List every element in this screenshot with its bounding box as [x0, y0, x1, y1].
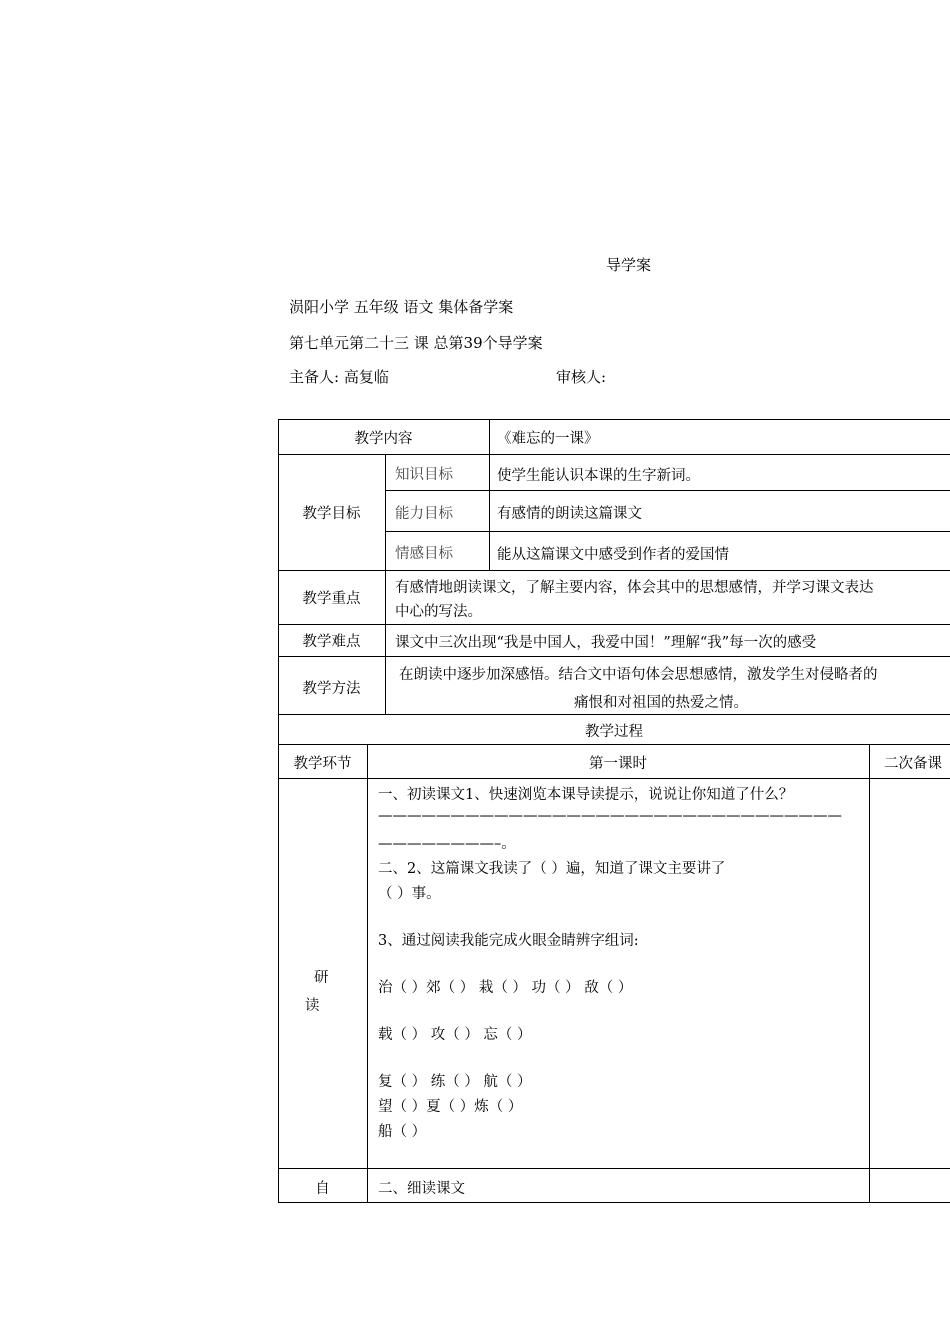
process-header: 教学过程 [585, 724, 643, 740]
difficulty-label: 教学难点 [302, 634, 361, 650]
goal-type-ability: 能力目标 [395, 506, 453, 522]
zi-text: 二、细读课文 [378, 1181, 465, 1197]
content-value: 《难忘的一课》 [497, 431, 599, 447]
yan-line: 一、初读课文1、快速浏览本课导读提示，说说让你知道了什么？ [378, 787, 794, 803]
col-second-prep-header: 二次备课 [884, 756, 942, 772]
reviewer-label: 审核人: [556, 368, 607, 386]
goal-text-ability: 有感情的朗读这篇课文 [497, 506, 642, 522]
goals-label: 教学目标 [302, 506, 361, 522]
goal-type-emotion: 情感目标 [395, 546, 453, 562]
yan-line: 船（ ） [378, 1124, 427, 1140]
difficulty-text: 课文中三次出现“我是中国人，我爱中国！”理解“我”每一次的感受 [395, 635, 817, 651]
col-stage-header: 教学环节 [293, 756, 352, 772]
yan-line: 复（ ） 练（ ） 航（ ） [378, 1074, 532, 1090]
key-points-label: 教学重点 [302, 591, 361, 607]
yan-line: 治（ ）郊（ ） 栽（ ） 功（ ） 敌（ ） [378, 980, 633, 996]
school-line: 涢阳小学 五年级 语文 集体备学案 [289, 298, 514, 316]
method-line1: 在朗读中逐步加深感悟。结合文中语句体会思想感情，激发学生对侵略者的 [399, 667, 878, 683]
method-line2: 痛恨和对祖国的热爱之情。 [574, 695, 748, 711]
stage-yan-char1: 研 [314, 970, 329, 986]
yan-line: （ ）事。 [378, 886, 441, 902]
goal-text-emotion: 能从这篇课文中感受到作者的爱国情 [497, 547, 729, 563]
yan-line: 载（ ） 攻（ ） 忘（ ） [378, 1027, 532, 1043]
unit-line: 第七单元第二十三 课 总第39个导学案 [289, 334, 543, 352]
yan-line: 望（ ）夏（ ）炼（ ） [378, 1099, 523, 1115]
key-points-line1: 有感情地朗读课文，了解主要内容，体会其中的思想感情，并学习课文表达 [395, 580, 874, 596]
goal-text-knowledge: 使学生能认识本课的生字新词。 [497, 468, 700, 484]
yan-line: 3、通过阅读我能完成火眼金睛辨字组词: [378, 933, 639, 949]
stage-zi: 自 [315, 1181, 330, 1197]
preparer-label: 主备人: 高复临 [289, 368, 389, 386]
document-title: 导学案 [606, 256, 652, 274]
goal-type-knowledge: 知识目标 [395, 467, 453, 483]
col-first-lesson-header: 第一课时 [589, 756, 647, 772]
yan-line: 二、2、这篇课文我读了（ ）遍，知道了课文主要讲了 [378, 861, 726, 877]
stage-yan-char2: 读 [305, 998, 320, 1014]
key-points-line2: 中心的写法。 [395, 604, 482, 620]
method-label: 教学方法 [302, 681, 361, 697]
yan-line: ———————————————————————————————— [378, 808, 842, 824]
yan-line: ————————–。 [378, 836, 516, 852]
content-label: 教学内容 [354, 431, 413, 447]
